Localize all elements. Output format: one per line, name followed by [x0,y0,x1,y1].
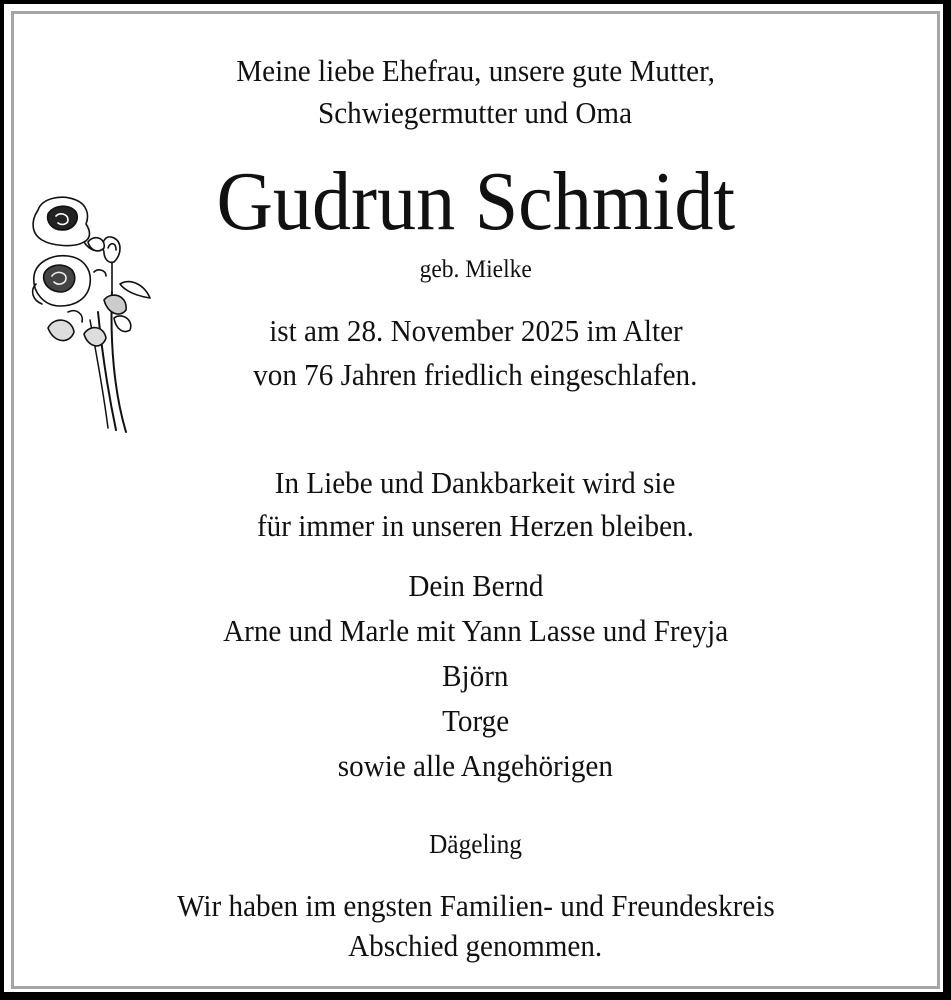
intro-line-2 [0,97,951,128]
closing-text-2: Abschied genommen. [348,928,603,963]
death-statement-text-2: von 76 Jahren friedlich eingeschlafen. [253,357,698,392]
mourner-text: Torge [441,703,510,738]
closing-text-1: Wir haben im engsten Familien- und Freundeskreis [176,888,775,923]
mourner-text: Björn [442,658,509,693]
intro-text-1: Meine liebe Ehefrau, unsere gute Mutter, [236,53,715,88]
remembrance-text-2: für immer in unseren Herzen bleiben. [257,508,694,543]
maiden-name [0,257,951,282]
mourner-line [0,615,951,646]
closing-line-1 [0,890,951,921]
remembrance-line-2 [0,510,951,541]
remembrance-text-1: In Liebe und Dankbarkeit wird sie [275,465,676,500]
mourner-text: sowie alle Angehörigen [337,748,614,783]
death-statement-line-1 [0,315,951,346]
intro-text-2: Schwiegermutter und Oma [318,95,633,130]
deceased-name-text: Gudrun Schmidt [216,155,735,248]
mourner-text: Arne und Marle mit Yann Lasse und Freyja [222,613,729,648]
place-text: Dägeling [428,829,523,859]
closing-line-2 [0,930,951,961]
deceased-name [0,155,951,248]
intro-line-1 [0,55,951,86]
mourner-line [0,705,951,736]
remembrance-line-1 [0,467,951,498]
mourner-text: Dein Bernd [407,568,544,603]
death-statement-text-1: ist am 28. November 2025 im Alter [268,313,683,348]
maiden-name-text: geb. Mielke [419,256,532,283]
death-statement-line-2 [0,359,951,390]
mourner-line [0,570,951,601]
place-name [0,831,951,858]
mourner-line [0,750,951,781]
mourner-line [0,660,951,691]
